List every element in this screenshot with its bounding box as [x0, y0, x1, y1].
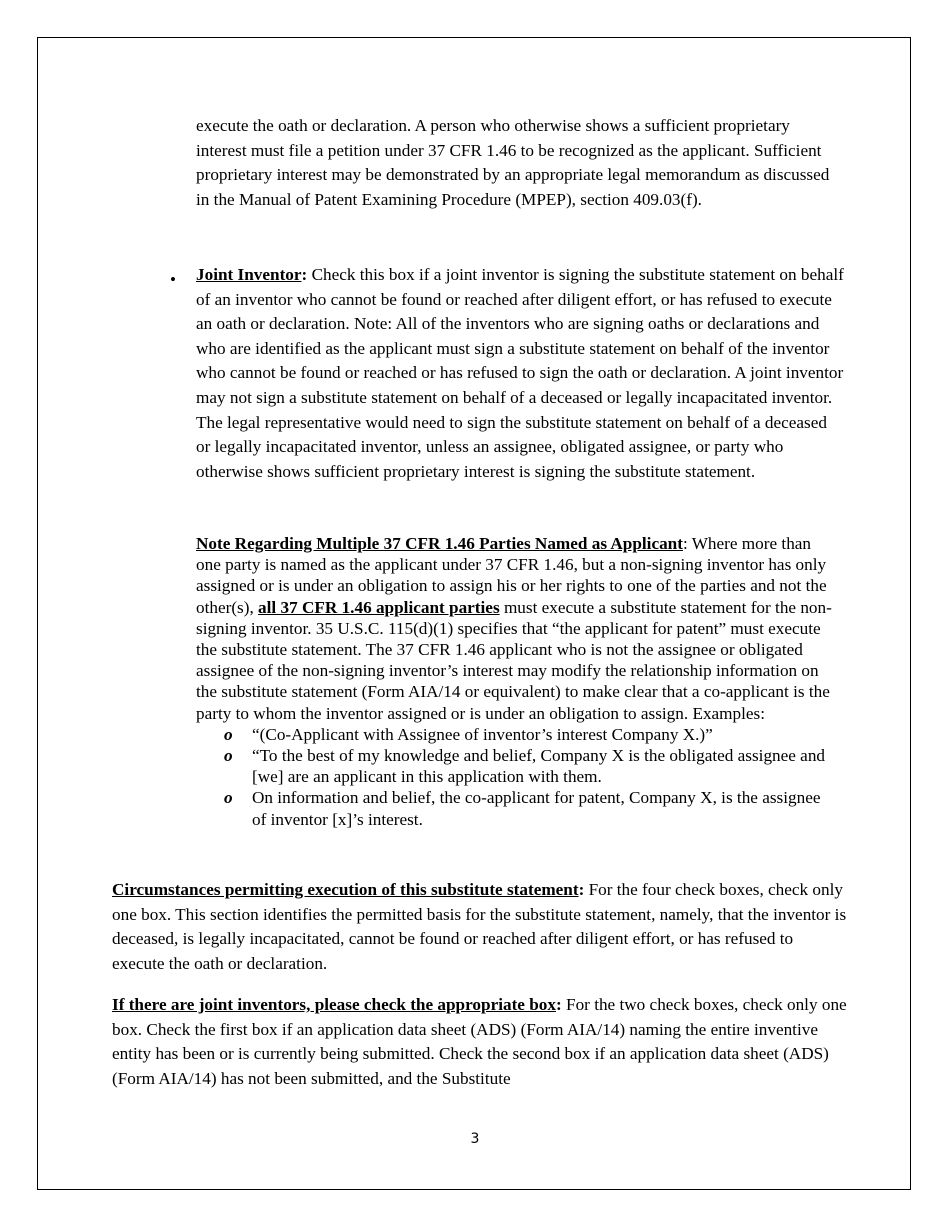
examples-list	[196, 724, 836, 830]
circle-bullet-icon: o	[224, 788, 233, 808]
note-section	[196, 533, 836, 830]
note-text-after: must execute a substitute statement for the non-signing inventor. 35 U.S.C. 115(d)(1) specifies that “the applicant for patent” must execute the substitute statement. The 37 CFR 1.46 applicant who is not the assignee or obligated assignee of the non-signing inventor’s interest may modify the relationship information on the substitute statement (Form AIA/14 or equivalent) to make clear that a co-applicant is the party to whom the inventor assigned or is under an obligation to assign. Examples:	[196, 597, 832, 723]
note-paragraph	[196, 533, 836, 724]
joint-inventor-text: Check this box if a joint inventor is signing the substitute statement on behalf of an inventor who cannot be found or reached after diligent effort, or has refused to execute an oath or declaration. Note: All of the inventors who are signing oaths or declarations and who are identified as the applicant must sign a substitute statement on behalf of the inventor who cannot be found or reached or has refused to sign the oath or declaration. A joint inventor may not sign a substitute statement on behalf of a deceased or legally incapacitated inventor. The legal representative would need to sign the substitute statement on behalf of a deceased or legally incapacitated inventor, unless an assignee, obligated assignee, or party who otherwise shows sufficient proprietary interest is signing the substitute statement.	[196, 265, 844, 481]
joint-box-paragraph	[112, 993, 847, 1091]
circle-bullet-icon: o	[224, 746, 233, 766]
example-item	[196, 787, 836, 829]
note-heading: Note Regarding Multiple 37 CFR 1.46 Parties Named as Applicant	[196, 534, 683, 553]
circumstances-heading: Circumstances permitting execution of this substitute statement	[112, 880, 579, 899]
circumstances-paragraph	[112, 878, 847, 976]
circumstances-colon: :	[578, 880, 585, 899]
bullet-icon: •	[170, 270, 176, 289]
example-text: On information and belief, the co-applicant for patent, Company X, is the assignee of inventor [x]’s interest.	[252, 788, 821, 829]
example-text: “To the best of my knowledge and belief, Company X is the obligated assignee and [we] are an applicant in this application with them.	[252, 746, 826, 787]
joint-box-colon: :	[555, 995, 562, 1014]
circle-bullet-icon: o	[224, 724, 233, 744]
joint-inventor-colon: :	[301, 265, 308, 284]
joint-box-text: For the two check boxes, check only one box. Check the first box if an application data sheet (ADS) (Form AIA/14) naming the entire inventive entity has been or is currently being submitted. Check the second box if an application data sheet (ADS) (Form AIA/14) has not been submitted, and the Substitute	[112, 995, 847, 1088]
continuation-paragraph: execute the oath or declaration. A person who otherwise shows a sufficient proprietary interest must file a petition under 37 CFR 1.46 to be recognized as the applicant. Sufficient proprietary interest may be demonstrated by an appropriate legal memorandum as discussed in the Manual of Patent Examining Procedure (MPEP), section 409.03(f).	[196, 116, 830, 209]
joint-inventor-heading: Joint Inventor	[196, 265, 302, 284]
joint-box-heading: If there are joint inventors, please check the appropriate box	[112, 995, 556, 1014]
circumstances-text: For the four check boxes, check only one box. This section identifies the permitted basis for the substitute statement, namely, that the inventor is deceased, is legally incapacitated, cannot be found or reached after diligent effort, or has refused to execute the oath or declaration.	[112, 880, 847, 973]
example-item	[196, 724, 836, 745]
note-emphasis: all 37 CFR 1.46 applicant parties	[258, 597, 500, 617]
note-text-before: : Where more than one party is named as the applicant under 37 CFR 1.46, but a non-signing inventor has only assigned or is under an obligation to assign his or her rights to one of the parties and not the other(s),	[196, 534, 827, 617]
example-item	[196, 745, 836, 787]
joint-inventor-paragraph	[196, 263, 844, 484]
page-number: 3	[470, 1131, 480, 1147]
example-text: “(Co-Applicant with Assignee of inventor’s interest Company X.)”	[252, 724, 713, 744]
